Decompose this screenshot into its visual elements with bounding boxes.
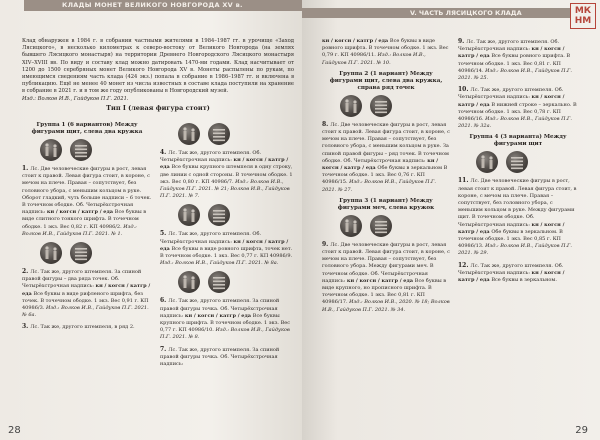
- entry-literature: Изд.: Волков И.В., 2020. № 18; Волков И.В., Гайдуков П.Г. 2021. № 34.: [322, 299, 450, 313]
- coin-photo-pair: [178, 271, 294, 293]
- catalog-entry: [22, 323, 152, 331]
- coin-relief: [506, 151, 528, 173]
- legend-line: [213, 133, 225, 135]
- legend-line: [375, 231, 387, 233]
- figure-body: [46, 147, 49, 156]
- coin-relief: [340, 215, 362, 237]
- page-number: 28: [8, 425, 21, 436]
- intro-paragraph: [22, 38, 294, 103]
- entry-number: 11.: [458, 177, 471, 185]
- entry-text: Лс. Так же, другого штемпеля, в ряд 2.: [30, 324, 135, 331]
- coin-reverse: [70, 139, 92, 161]
- entry-reverse-text: Обе буквы в зеркальном. В точечном ободке.: [458, 228, 563, 243]
- figure-body: [192, 132, 195, 141]
- right-column-1: [322, 38, 450, 318]
- entry-legend: кн / когсн / катгр / еда: [322, 38, 390, 44]
- figure-head: [45, 143, 48, 146]
- coin-relief: [208, 271, 230, 293]
- legend-line: [375, 111, 387, 113]
- coin-reverse: [70, 242, 92, 264]
- legend-line: [213, 284, 225, 286]
- catalog-entry: [458, 177, 578, 257]
- catalog-entry: [22, 268, 152, 319]
- entry-reverse-text: В нижней строке – зеркально. В точечном ободке.: [458, 101, 577, 115]
- coin-photo-pair: [476, 151, 578, 173]
- coin-reverse: [370, 95, 392, 117]
- entry-literature: Изд.: Волков И.В., Гайдуков П.Г. 2021. № 8.: [160, 327, 290, 341]
- figure-body: [184, 131, 187, 140]
- legend-line: [75, 145, 87, 147]
- coin-obverse: [340, 215, 362, 237]
- figure-head: [53, 144, 56, 147]
- coin-relief: [178, 123, 200, 145]
- figure-body: [354, 104, 357, 113]
- figure-body: [490, 160, 493, 169]
- figure-head: [53, 247, 56, 250]
- page-number: 29: [575, 425, 588, 436]
- intro-text: Клад обнаружен в 1984 г. в собрании частными жителями в 1984–1987 гг. в урочище «Заход Лясицкого», в несколько километрах к северо-востоку от Великого Новгорода (на землях бывшего Лясицкого монастыря) на территории Древнего Новгородского Лясицкого монастыря XIV–XVIII вв. По виду и составу клад можно датировать 1470-ми годами. Клад насчитывает от 1200 до 1500 серебряных монет Великого Новгорода XV в. Монеты распылены по рукам, по имеющимся сведениям часть клада (424 экз.) попала в собрание в 1986–1987 гг. и включена в публикацию. Ещё не менее 40 монет из числа известных в составе клада поступили на хранение в собрание в 2021 г. и в том же году опубликованы в Новгородский музей.: [22, 38, 294, 95]
- intro-literature: Изд.: Волков И.В., Гайдуков П.Г. 2021.: [22, 95, 129, 102]
- coin-relief: [70, 242, 92, 264]
- catalog-entry: [160, 297, 294, 341]
- figure-head: [345, 219, 348, 222]
- left-column-2: [160, 120, 294, 372]
- entry-text: Лс. Так же, другого штемпеля. За спиной правой фигуры точка.: [160, 298, 280, 312]
- coin-obverse: [178, 204, 200, 226]
- legend-line: [213, 221, 225, 223]
- coin-obverse: [178, 271, 200, 293]
- group-heading: Группа 4 (3 варианта) Между фигурами щит: [469, 134, 567, 148]
- coin-relief: [208, 123, 230, 145]
- entry-reverse-label: Об. Четырёхстрочная надпись:: [458, 214, 535, 228]
- coin-photo-pair: [40, 139, 152, 161]
- legend-line: [511, 157, 523, 159]
- entry-meta: 1 экз. Вес 0,81 г. КП 40986/17.: [322, 292, 425, 306]
- legend-line: [75, 248, 87, 250]
- entry-text: Лс. Так же, другого штемпеля.: [168, 231, 253, 238]
- legend-line: [75, 152, 87, 154]
- entry-number: 9.: [458, 38, 467, 45]
- entry-number: 8.: [322, 120, 331, 128]
- entry-literature: Изд.: Волков И.В., Гайдуков П.Г. 2021. № 21; Волков И.В., Гайдуков П.Г. 2021. № 7.: [160, 178, 290, 200]
- right-column-2: [458, 38, 578, 288]
- figure-body: [54, 148, 57, 157]
- entry-text: Лс. Так же, другого штемпеля.: [466, 39, 551, 45]
- coin-relief: [370, 215, 392, 237]
- catalog-entry: [322, 121, 450, 194]
- figure-head: [45, 246, 48, 249]
- figure-body: [346, 103, 349, 112]
- entry-literature: Изд.: Волков И.В., Гайдуков П.Г. 2021. № 1.: [22, 223, 137, 237]
- entry-text: Лс. Две человеческие фигуры в рост, левая стоит к правой. Левая фигура стоит, в короне, с мечом на плече. Правая – сопутствует, без головного убора, с меньшим кольцом в руке. За спиной правой фигуры – ряд точек. В точечном ободке.: [322, 121, 450, 164]
- entry-meta: 1 экз. Вес 0,85 г. КП 40986/13.: [458, 236, 561, 250]
- catalog-entry: [22, 165, 152, 238]
- coin-reverse: [208, 123, 230, 145]
- entry-literature: Изд.: Волков И.В., Гайдуков П.Г. 2021. № 10.: [322, 52, 426, 66]
- running-header-left: КЛАДЫ МОНЕТ ВЕЛИКОГО НОВГОРОДА XV в.: [24, 0, 302, 11]
- entry-number: 2.: [22, 268, 31, 276]
- legend-line: [511, 168, 523, 170]
- coin-reverse: [208, 271, 230, 293]
- type-heading: Тип I (левая фигура стоит): [106, 104, 210, 112]
- legend-line: [213, 277, 225, 279]
- catalog-entry: [160, 230, 294, 267]
- entry-text: Лс. Две человеческие фигуры в рост, левая стоит к правой. Левая фигура стоит, в короне, с мечом на плече. Правая – сопутствует, без головного убора, с меньшим кольцом в руке. Оборот гладкий, чуть больше надписи – 6 точек. В точечном ободке.: [22, 166, 152, 209]
- legend-line: [375, 224, 387, 226]
- logo-line-1: МК: [574, 6, 592, 16]
- figure-body: [46, 250, 49, 259]
- coin-photo-pair: [340, 95, 450, 117]
- legend-line: [213, 288, 225, 290]
- legend-line: [375, 228, 387, 230]
- entry-reverse-text: Все буквы в виде слитного тонкого шрифта. В точечном ободке.: [22, 209, 147, 230]
- entry-reverse-label: Об. Четырёхстрочная надпись:: [160, 305, 278, 319]
- legend-line: [511, 164, 523, 166]
- coin-photo-pair: [178, 204, 294, 226]
- group-heading: Группа 3 (1 вариант) Между фигурами меч, слева кружок: [337, 197, 435, 211]
- entry-literature: Изд.: Волков И.В., Гайдуков П.Г. 2021. № 25.: [458, 67, 572, 82]
- group-heading: Группа 2 (1 вариант) Между фигурами щит, слева два кружка, справа ряд точек: [329, 70, 443, 91]
- figure-body: [184, 279, 187, 288]
- figure-body: [54, 251, 57, 260]
- entry-number: 7.: [160, 345, 169, 353]
- figure-head: [345, 99, 348, 102]
- right-page: [302, 0, 600, 440]
- legend-line: [375, 221, 387, 223]
- entry-reverse-label: Об. Четырёхстрочная надпись:: [343, 157, 428, 164]
- legend-line: [375, 108, 387, 110]
- coin-relief: [208, 204, 230, 226]
- figure-head: [191, 210, 194, 213]
- entry-literature: Изд.: Волков И.В., Гайдуков П.Г. 2021. № 29.: [458, 243, 572, 257]
- coin-obverse: [178, 123, 200, 145]
- figure-head: [183, 209, 186, 212]
- legend-line: [375, 101, 387, 103]
- figure-body: [346, 223, 349, 232]
- entry-literature: Изд.: Волков И.В., Гайдуков П.Г. 2021. № 6а.: [22, 305, 149, 319]
- entry-reverse-text: Обе буквы в зеркальном В точечном ободке.: [322, 165, 448, 179]
- entry-text: Лс. Так же, другого штемпеля.: [470, 262, 555, 269]
- coin-obverse: [476, 151, 498, 173]
- legend-line: [213, 136, 225, 138]
- entry-meta: 1 экз. Вес 0,91 г. КП 40986/3.: [22, 297, 149, 312]
- entry-number: 4.: [160, 149, 169, 156]
- entry-legend: кн / когсн / катгр / еда: [46, 209, 115, 216]
- entry-meta: 1 экз. Вес 0,81 г. КП 40986/14.: [458, 60, 561, 74]
- coin-photo-pair: [178, 123, 294, 145]
- entry-text: Лс. Две человеческие фигуры в рост, левая стоит к правой. Левая фигура стоит, в короне, с мечом на плече. Правая – сопутствует, без головного убора, с меньшим кольцом в руке. Между фигурами щит. В точечном ободке.: [458, 178, 577, 221]
- legend-line: [213, 129, 225, 131]
- legend-line: [75, 259, 87, 261]
- figure-head: [353, 220, 356, 223]
- legend-line: [75, 149, 87, 151]
- entry-number: 1.: [22, 165, 31, 172]
- figure-head: [191, 128, 194, 131]
- coin-photo-pair: [340, 215, 450, 237]
- figure-body: [192, 213, 195, 222]
- catalog-entry: [458, 262, 578, 285]
- entry-meta: 1 экз. Вес 0,77 г. КП 40986/10.: [160, 320, 291, 334]
- coin-relief: [70, 139, 92, 161]
- figure-head: [353, 100, 356, 103]
- entry-reverse-text: Все буквы в виде рифленого шрифта, без точек. В точечном ободке.: [22, 290, 144, 304]
- entry-legend: кн / когсн / катгр / еда: [458, 46, 565, 60]
- entry-reverse-label: Об. Четырёхстрочная надпись:: [22, 202, 134, 216]
- entry-reverse-label: Об. Четырёхстрочная надпись:: [458, 39, 560, 53]
- logo-line-2: НМ: [574, 16, 592, 26]
- legend-line: [375, 104, 387, 106]
- figure-head: [191, 277, 194, 280]
- entry-meta: 1 экз. Вес 0,77 г. КП 40986/9.: [213, 253, 293, 260]
- entry-meta: 1 экз. Вес 0,82 г. КП 40986/2.: [43, 223, 124, 230]
- entry-meta: 1 экз. Вес 0,80 г. КП 40986/7.: [160, 171, 293, 185]
- legend-line: [75, 255, 87, 257]
- coin-reverse: [506, 151, 528, 173]
- catalog-entry: [458, 86, 578, 130]
- figure-body: [192, 280, 195, 289]
- entry-number: 3.: [22, 323, 31, 331]
- coin-relief: [40, 139, 62, 161]
- entry-text: Лс. Так же, другого штемпеля. За спиной правой фигуры – два ряда точек.: [22, 269, 142, 283]
- entry-reverse-label: Об. Четырёхстрочная надпись:: [458, 87, 564, 101]
- entry-reverse-label: Об. Четырёхстрочная надпись:: [22, 276, 120, 290]
- coin-photo-pair: [40, 242, 152, 264]
- legend-line: [213, 214, 225, 216]
- coin-relief: [370, 95, 392, 117]
- coin-relief: [340, 95, 362, 117]
- entry-reverse-label: Об. Четырёхстрочная надпись:: [160, 231, 262, 245]
- legend-line: [213, 140, 225, 142]
- catalog-entry-continued: [322, 38, 450, 67]
- figure-head: [183, 276, 186, 279]
- figure-body: [184, 212, 187, 221]
- entry-reverse-text: Все буквы в виде ровного шрифта, точек нет. В точечном ободке.: [160, 245, 293, 260]
- entry-reverse-label: Об. Четырёхстрочная надпись:: [458, 262, 564, 276]
- legend-line: [75, 252, 87, 254]
- coin-relief: [476, 151, 498, 173]
- group-heading: Группа 1 (6 вариантов) Между фигурами щит, слева два кружка: [31, 122, 143, 135]
- entry-reverse-text: Все буквы в виде ровного шрифта. В точечном ободке.: [322, 38, 435, 52]
- entry-literature: Изд.: Волков И.В., Гайдуков П.Г. 2021. № 8а.: [160, 260, 279, 267]
- entry-legend: кн / когсн / катгр / еда: [184, 312, 253, 319]
- coin-obverse: [40, 242, 62, 264]
- entry-legend: кн / когсн / катгр / еда: [22, 283, 151, 297]
- entry-legend: кн / когсн / катгр / еда: [322, 157, 439, 172]
- legend-line: [213, 281, 225, 283]
- legend-line: [511, 161, 523, 163]
- entry-number: 6.: [160, 297, 169, 305]
- entry-number: 5.: [160, 230, 169, 238]
- entry-literature: Изд.: Волков И.В., Гайдуков П.Г. 2021. № 27.: [322, 179, 436, 193]
- entry-legend: кн / когсн / катгр / еда: [160, 157, 289, 171]
- entry-legend: кн / когсн / катгр / еда: [458, 221, 565, 235]
- entry-reverse-label: Об. Четырёхстрочная надпись:: [160, 353, 278, 368]
- entry-reverse-text: Все буквы в виде крупного, но прописного шрифта. В точечном ободке.: [322, 277, 447, 299]
- legend-line: [75, 156, 87, 158]
- entry-reverse-text: Все буквы крупного шрифта. В точечном ободке.: [160, 312, 280, 327]
- entry-literature: Изд.: Волков И.В., Гайдуков П.Г. 2021. № 32а.: [458, 116, 572, 130]
- entry-reverse-text: Все буквы крупного штемпеля в одну строку, две линии с одной стороны. В точечном ободке.: [160, 164, 293, 178]
- entry-meta: 1 экз. Вес 0,78 г. КП 40986/16.: [458, 108, 561, 123]
- legend-line: [213, 210, 225, 212]
- figure-head: [183, 127, 186, 130]
- catalog-entry: [322, 241, 450, 314]
- entry-reverse-label: Об. Четырёхстрочная надпись:: [322, 270, 428, 284]
- left-column-1: [22, 120, 152, 336]
- entry-meta: 1 экз. Вес 0,76 г. КП 40986/15.: [322, 172, 425, 186]
- legend-line: [213, 217, 225, 219]
- coin-reverse: [370, 215, 392, 237]
- entry-reverse-text: Все буквы ровного шрифта. В точечном ободке.: [458, 53, 571, 67]
- figure-head: [481, 156, 484, 159]
- entry-number: 12.: [458, 261, 471, 269]
- entry-meta: 1 экз. Вес 0,79 г. КП 40986/11.: [322, 45, 449, 59]
- figure-body: [354, 224, 357, 233]
- entry-legend: кн / когсн / катгр / еда: [346, 277, 415, 284]
- coin-relief: [40, 242, 62, 264]
- entry-number: 10.: [458, 86, 471, 94]
- coin-relief: [178, 271, 200, 293]
- museum-logo: [570, 3, 596, 29]
- entry-text: Лс. Так же, другого штемпеля. За спиной правой фигуры точка.: [160, 346, 280, 360]
- catalog-entry: [160, 346, 294, 369]
- figure-head: [489, 157, 492, 160]
- entry-text: Лс. Две человеческие фигуры в рост, левая стоит к правой. Левая фигура стоит, в короне, с мечом на плече. Правая – сопутствует, без головного убора. Между фигурами меч. В точечном ободке.: [322, 241, 450, 277]
- running-header-right: V. ЧАСТЬ ЛЯСИЦКОГО КЛАДА: [302, 8, 572, 18]
- catalog-entry: [458, 38, 578, 82]
- coin-reverse: [208, 204, 230, 226]
- entry-number: 9.: [322, 240, 331, 248]
- entry-legend: кн / когсн / катгр / еда: [458, 94, 565, 108]
- entry-legend: кн / когсн / катгр / еда: [458, 269, 565, 284]
- coin-relief: [178, 204, 200, 226]
- entry-legend: кн / когсн / катгр / еда: [160, 238, 289, 252]
- entry-reverse-text: Все буквы в зеркальном.: [491, 277, 557, 284]
- entry-text: Лс. Так же, другого штемпеля.: [470, 87, 555, 94]
- catalog-entry: [160, 149, 294, 200]
- entry-text: Лс. Так же, другого штемпеля. Об. Четырёхстрочная надпись:: [160, 150, 262, 164]
- figure-body: [482, 159, 485, 168]
- coin-obverse: [340, 95, 362, 117]
- coin-obverse: [40, 139, 62, 161]
